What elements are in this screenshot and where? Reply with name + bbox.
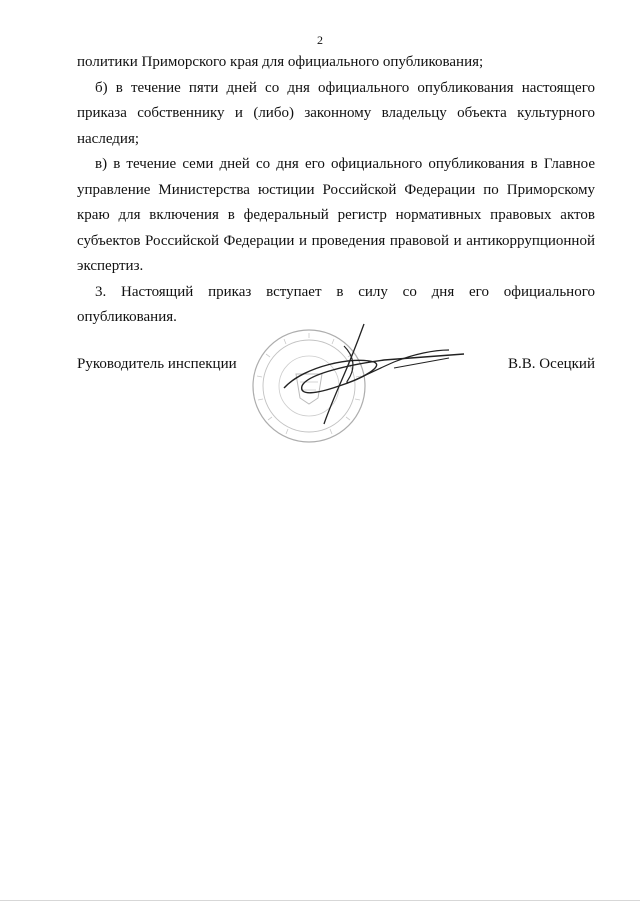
page-number: 2 (317, 33, 323, 47)
signer-title: Руководитель инспекции (77, 356, 237, 372)
document-body (77, 50, 595, 331)
paragraph-item-b: б) в течение пяти дней со дня официального опубликования настоящего приказа собственнику и (либо) законному владельцу объекта культурного наследия; (77, 79, 595, 147)
official-seal-icon (244, 316, 474, 446)
paragraph-continuation: политики Приморского края для официального опубликования; (77, 54, 484, 70)
paragraph-item-v: в) в течение семи дней со дня его официального опубликования в Главное управление Министерства юстиции Российской Федерации по Приморскому краю для включения в федеральный регистр нормативных правовых актов субъектов Российской Федерации и проведения правовой и антикоррупционной экспертиз. (77, 156, 595, 274)
signer-name: В.В. Осецкий (508, 356, 595, 372)
page-bottom-edge (0, 900, 640, 901)
paragraph-clause-3: 3. Настоящий приказ вступает в силу со дня его официального опубликования. (77, 283, 595, 325)
